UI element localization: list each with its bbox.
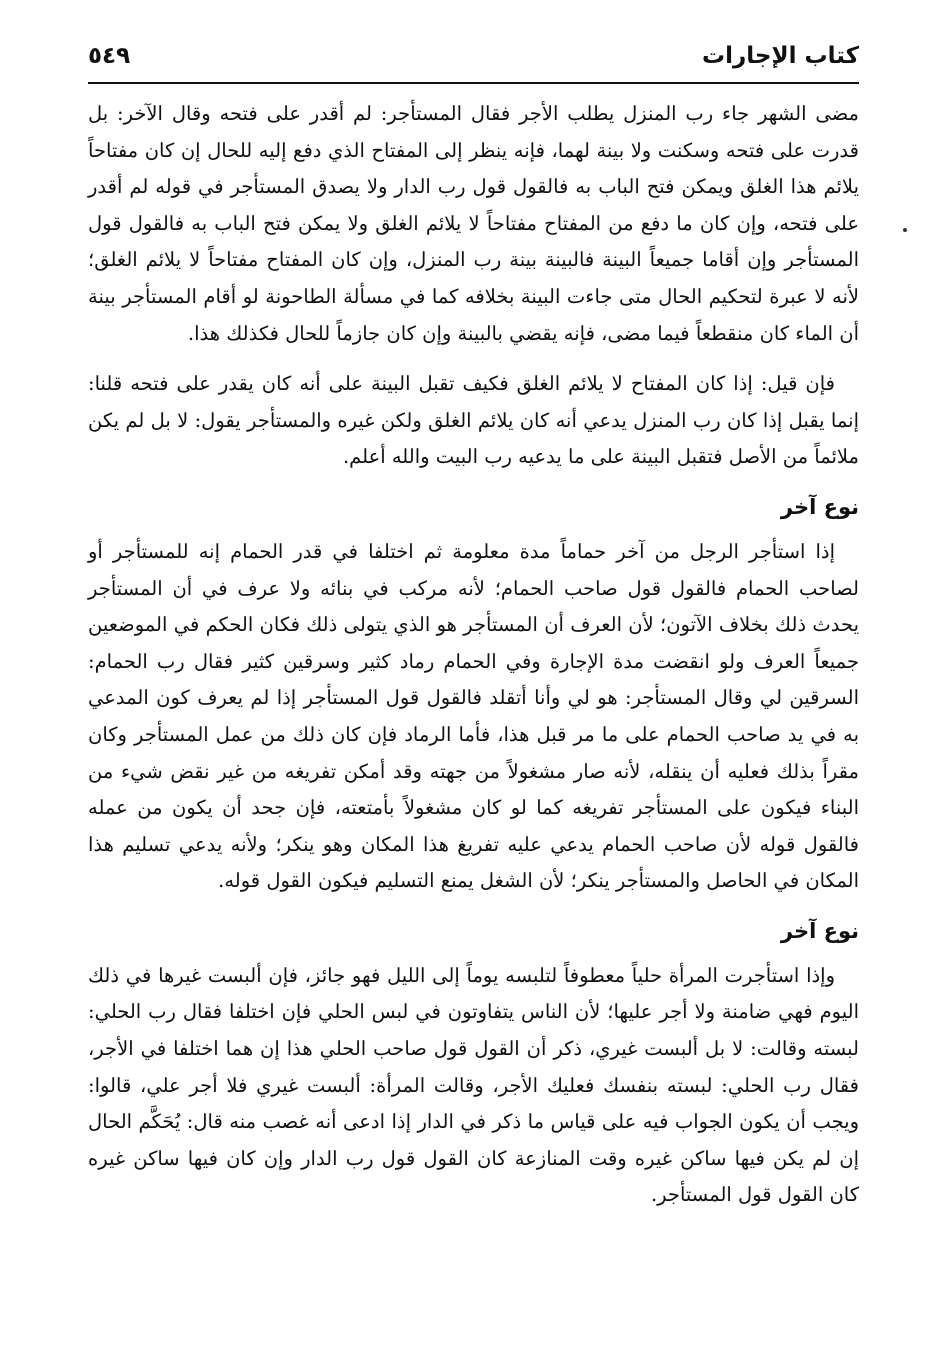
margin-dot-mark [903, 228, 907, 232]
paragraph: فإن قيل: إذا كان المفتاح لا يلائم الغلق فكيف تقبل البينة على أنه كان يقدر على فتحه قلنا: إنما يقبل إذا كان رب المنزل يدعي أنه كان يلائم الغلق ولكن غيره والمستأجر يقول: لا بل لم يكن ملائماً من الأصل فتقبل البينة على ما يدعيه رب البيت والله أعلم. [88, 372, 859, 469]
body-text [88, 96, 859, 1214]
paragraph: إذا استأجر الرجل من آخر حماماً مدة معلومة ثم اختلفا في قدر الحمام إنه للمستأجر أو لصاحب الحمام فالقول قول صاحب الحمام؛ لأنه مركب في بنائه ولا عرف في أن المستأجر يحدث ذلك بخلاف الآتون؛ لأن العرف أن المستأجر هو الذي يتولى ذلك فكان الحكم في الموضعين جميعاً العرف ولو انقضت مدة الإجارة وفي الحمام رماد كثير وسرقين كثير فقال رب الحمام: السرقين لي وقال المستأجر: هو لي وأنا أتقلد فالقول قول المستأجر إذا لم يعرف كون المدعي به في يد صاحب الحمام على ما مر قبل هذا، فأما الرماد فإن كان ذلك من عمل المستأجر وكان مقراً بذلك فعليه أن ينقله، لأنه صار مشغولاً من جهته وقد أمكن تفريغه من غير نقض شيء من البناء فيكون على المستأجر تفريغه كما لو كان مشغولاً بأمتعته، فإن جحد أن يكون من عمله فالقول قوله لأن صاحب الحمام يدعي عليه تفريغ هذا المكان وهو ينكر؛ ولأنه يدعي تسليم هذا المكان في الحاصل والمستأجر ينكر؛ لأن الشغل يمنع التسليم فيكون القول قوله. [88, 539, 859, 893]
running-title: كتاب الإجارات [702, 43, 859, 69]
section-heading: نوع آخر [780, 494, 859, 519]
section-heading: نوع آخر [780, 918, 859, 943]
page-header [88, 36, 859, 84]
paragraph: وإذا استأجرت المرأة حلياً معطوفاً لتلبسه يوماً إلى الليل فهو جائز، فإن ألبست غيرها في ذلك اليوم فهي ضامنة ولا أجر عليها؛ لأن الناس يتفاوتون في لبس الحلي فإن اختلفا فقال رب الحلي: لبسته وقالت: لا بل ألبست غيري، ذكر أن القول قول صاحب الحلي هذا إن هما اختلفا في الأجر، فقال رب الحلي: لبسته بنفسك فعليك الأجر، وقالت المرأة: ألبست غيري فلا أجر علي، قالوا: ويجب أن يكون الجواب فيه على قياس ما ذكر في الدار إذا ادعى أنه غصب منه قال: يُحَكَّم الحال إن لم يكن فيها ساكن غيره وقت المنازعة كان القول قول رب الدار وإن كان فيها ساكن غيره كان القول قول المستأجر. [88, 963, 859, 1207]
page-number: ٥٤٩ [88, 43, 131, 69]
paragraph: مضى الشهر جاء رب المنزل يطلب الأجر فقال المستأجر: لم أقدر على فتحه وقال الآخر: بل قدرت على فتحه وسكنت ولا بينة لهما، فإنه ينظر إلى المفتاح الذي دفع إليه للحال إن كان مفتاحاً يلائم هذا الغلق ويمكن فتح الباب به فالقول قول رب الدار ولا يصدق المستأجر في قوله لم أقدر على فتحه، وإن كان ما دفع من المفتاح مفتاحاً لا يلائم الغلق ولا يمكن فتح الباب به فالقول قول المستأجر وإن أقاما جميعاً البينة فالبينة بينة رب المنزل، وإن كان المفتاح مفتاحاً لا يلائم الغلق؛ لأنه لا عبرة لتحكيم الحال متى جاءت البينة بخلافه كما في مسألة الطاحونة لو أقام المستأجر بينة أن الماء كان منقطعاً فيما مضى، فإنه يقضي بالبينة وإن كان جازماً للحال فكذلك هذا. [88, 102, 860, 345]
